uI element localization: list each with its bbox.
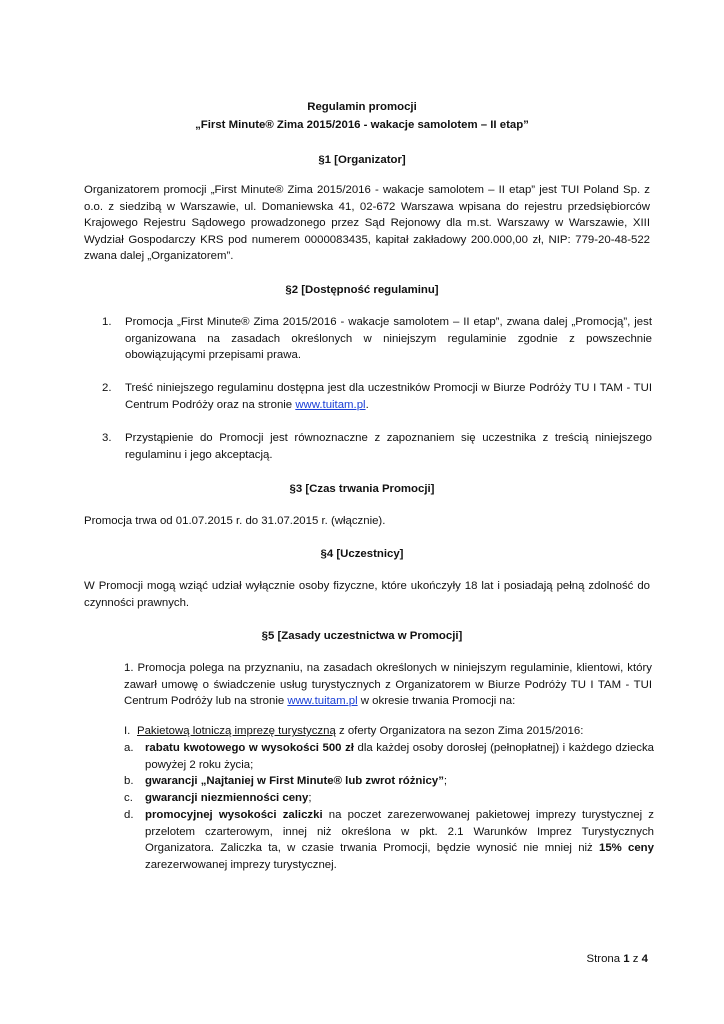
benefit-bold: rabatu kwotowego w wysokości 500 zł <box>145 742 354 754</box>
item-number: 2. <box>102 382 112 394</box>
item-text-part: . <box>365 398 369 411</box>
item-number: 1. <box>102 316 112 328</box>
benefit-text <box>145 740 654 773</box>
tuitam-link[interactable]: www.tuitam.pl <box>295 398 366 411</box>
promotion-name: „First Minute® Zima 2015/2016 - wakacje samolotem – II etap” <box>195 119 529 131</box>
benefit-letter: d. <box>124 809 134 821</box>
item-text-part: Treść niniejszego regulaminu dostępna jest dla uczestników Promocji w Biurze Podróży TU I TAM - TUI Centrum Podróży oraz na stronie <box>125 382 652 411</box>
benefit-rest: ; <box>443 775 448 787</box>
benefit-rest: ; <box>308 792 312 804</box>
roman-text <box>137 723 654 740</box>
benefit-rest: dla każdej osoby dorosłej (pełnopłatnej) i każdego dziecka powyżej 2 roku życia; <box>145 742 655 771</box>
benefit-text <box>145 807 654 873</box>
benefit-text <box>145 773 654 790</box>
intro-text: 1. Promocja polega na przyznaniu, na zasadach określonych w niniejszym regulaminie, klientowi, który zawarł umowę o świadczenie usług turystycznych z Organizatorem w Biurze Podróży TU I TAM - TUI Centrum Podróży lub na stronie <box>124 662 652 708</box>
benefit-letter: a. <box>124 742 134 754</box>
section-4-heading: §4 [Uczestnicy] <box>320 548 404 560</box>
section-2-heading: §2 [Dostępność regulaminu] <box>285 284 439 296</box>
benefit-rest: na poczet zarezerwowanej pakietowej imprezy turystycznej z przelotem czarterowym, innej niż określona w pkt. 2.1 Warunków Imprez Turystycznych Organizatora. Zaliczka ta, w czasie trwania Promocji, będzie wynosić nie mniej niż <box>145 809 654 855</box>
page-number: 1 <box>623 953 630 965</box>
benefit-bold: gwarancji niezmienności ceny <box>145 792 309 804</box>
section-3-text: Promocja trwa od 01.07.2015 r. do 31.07.2015 r. (włącznie). <box>84 515 386 527</box>
benefit-letter: b. <box>124 775 134 787</box>
page-of: z <box>632 953 639 965</box>
page-footer <box>587 951 648 968</box>
benefit-bold: promocyjnej wysokości zaliczki <box>145 809 323 821</box>
benefit-rest: zarezerwowanej imprezy turystycznej. <box>145 858 337 871</box>
item-text: Przystąpienie do Promocji jest równoznaczne z zapoznaniem się uczestnika z treścią niniejszego regulaminu i jego akceptacją. <box>125 432 652 461</box>
item-text: Promocja „First Minute® Zima 2015/2016 - wakacje samolotem – II etap”, zwana dalej „Promocją”, jest organizowana na zasadach określonych w niniejszym regulaminie zgodnie z powszechnie obowiązującymi przepisami prawa. <box>125 316 652 362</box>
section-3-heading: §3 [Czas trwania Promocji] <box>289 483 435 495</box>
section-5-intro <box>124 660 652 710</box>
section-5-heading: §5 [Zasady uczestnictwa w Promocji] <box>261 630 463 642</box>
intro-text: w okresie trwania Promocji na: <box>357 695 516 708</box>
tuitam-link[interactable]: www.tuitam.pl <box>287 695 358 708</box>
section-1-heading: §1 [Organizator] <box>318 154 406 166</box>
page-label: Strona <box>586 953 621 965</box>
package-tour-label: Pakietową lotniczą imprezę turystyczną <box>137 725 336 737</box>
roman-number: I. <box>124 725 131 737</box>
benefit-letter: c. <box>124 792 133 804</box>
regulation-title: Regulamin promocji <box>307 101 417 113</box>
item-number: 3. <box>102 432 112 444</box>
roman-text-part: z oferty Organizatora na sezon Zima 2015/2016: <box>335 725 584 737</box>
page-total: 4 <box>641 953 648 965</box>
benefit-bold: 15% ceny <box>598 842 654 855</box>
item-text <box>125 380 652 413</box>
section-1-text: Organizatorem promocji „First Minute® Zima 2015/2016 - wakacje samolotem – II etap” jest TUI Poland Sp. z o.o. z siedzibą w Warszawie, ul. Domaniewska 41, 02-672 Warszawa wpisana do rejestru przedsiębiorców Krajowego Rejestru Sądowego prowadzonego przez Sąd Rejonowy dla m.st. Warszawy w Warszawie, XIII Wydział Gospodarczy KRS pod numerem 0000083435, kapitał zakładowy 200.000,00 zł, NIP: 779-20-48-522 zwana dalej „Organizatorem”. <box>84 184 650 263</box>
benefit-bold: gwarancji „Najtaniej w First Minute® lub zwrot różnicy” <box>145 775 444 787</box>
section-4-text: W Promocji mogą wziąć udział wyłącznie osoby fizyczne, które ukończyły 18 lat i posiadają pełną zdolność do czynności prawnych. <box>84 580 650 609</box>
benefit-text <box>145 790 654 807</box>
